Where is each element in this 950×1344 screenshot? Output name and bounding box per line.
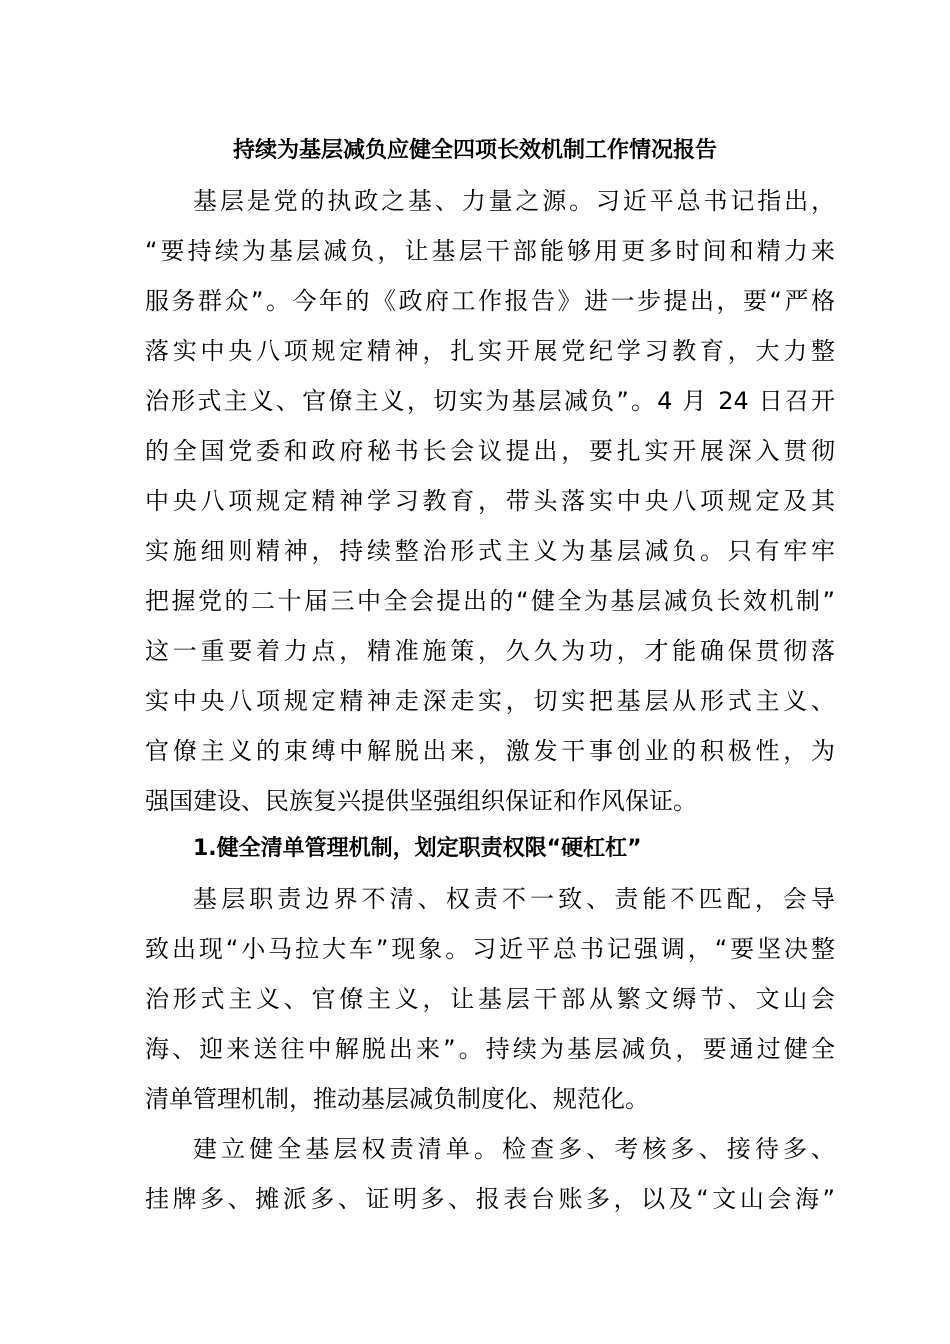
paragraph-line: 把握党的二十届三中全会提出的“健全为基层减负长效机制” [145,587,835,615]
paragraph-line: 服务群众”。今年的《政府工作报告》进一步提出，要“严格 [145,287,835,315]
paragraph-line: 中央八项规定精神学习教育，带头落实中央八项规定及其 [145,487,835,515]
paragraph-line: 治形式主义、官僚主义，切实为基层减负”。4 月 24 日召开 [145,387,835,415]
paragraph-line: “要持续为基层减负，让基层干部能够用更多时间和精力来 [145,237,835,265]
paragraph-line: 挂牌多、摊派多、证明多、报表台账多，以及“文山会海” [145,1185,835,1213]
paragraph-line: 强国建设、民族复兴提供坚强组织保证和作风保证。 [145,787,697,815]
paragraph-line: 官僚主义的束缚中解脱出来，激发干事创业的积极性，为 [145,737,835,765]
paragraph-line: 海、迎来送往中解脱出来”。持续为基层减负，要通过健全 [145,1035,835,1063]
paragraph-line: 致出现“小马拉大车”现象。习近平总书记强调，“要坚决整 [145,935,835,963]
paragraph-line: 实中央八项规定精神走深走实，切实把基层从形式主义、 [145,687,835,715]
paragraph-line: 的全国党委和政府秘书长会议提出，要扎实开展深入贯彻 [145,437,835,465]
paragraph-line: 建立健全基层权责清单。检查多、考核多、接待多、 [193,1135,835,1163]
section-heading: 1.健全清单管理机制，划定职责权限“硬杠杠” [193,836,642,861]
paragraph-line: 实施细则精神，持续整治形式主义为基层减负。只有牢牢 [145,537,835,565]
paragraph-line: 基层职责边界不清、权责不一致、责能不匹配，会导 [193,885,835,913]
paragraph-line: 清单管理机制，推动基层减负制度化、规范化。 [145,1085,649,1113]
paragraph-line: 落实中央八项规定精神，扎实开展党纪学习教育，大力整 [145,337,835,365]
document-title: 持续为基层减负应健全四项长效机制工作情况报告 [232,138,717,163]
paragraph-line: 基层是党的执政之基、力量之源。习近平总书记指出， [193,187,835,215]
paragraph-line: 治形式主义、官僚主义，让基层干部从繁文缛节、文山会 [145,985,835,1013]
paragraph-line: 这一重要着力点，精准施策，久久为功，才能确保贯彻落 [145,637,835,665]
